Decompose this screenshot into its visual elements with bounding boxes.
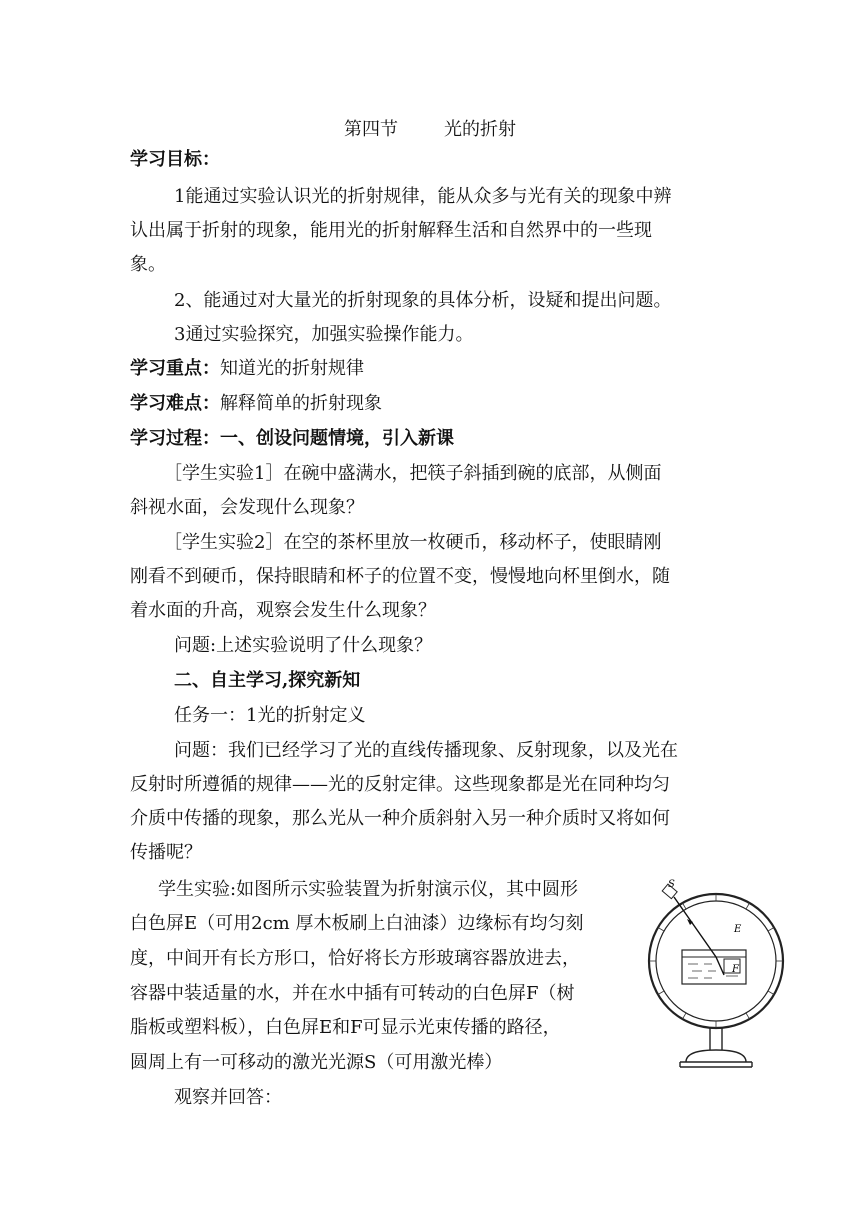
objective-line-1: 1能通过实验认识光的折射规律，能从众多与光有关的现象中辨 (174, 186, 672, 207)
objective-line-2: 认出属于折射的现象，能用光的折射解释生活和自然界中的一些现 (130, 220, 652, 241)
objective-line-5: 3通过实验探究，加强实验操作能力。 (174, 324, 474, 345)
objective-line-3: 象。 (130, 254, 166, 275)
label-e: E (734, 924, 742, 935)
label-s: S (668, 879, 675, 890)
label-f: F (732, 964, 739, 975)
question-2-line-1: 问题：我们已经学习了光的直线传播现象、反射现象，以及光在 (174, 740, 678, 761)
section-number: 第四节 (344, 119, 398, 140)
key-point-label: 学习重点： (130, 358, 220, 379)
process-text: 一、创设问题情境，引入新课 (220, 428, 454, 449)
student-exp-line-6: 圆周上有一可移动的激光光源S（可用激光棒） (130, 1052, 503, 1073)
difficulty (130, 391, 382, 417)
question-2-line-3: 介质中传播的现象，那么光从一种介质斜射入另一种介质时又将如何 (130, 808, 670, 829)
section-name: 光的折射 (444, 119, 516, 140)
refraction-demonstrator-figure (646, 878, 786, 1074)
student-exp-line-4: 容器中装适量的水，并在水中插有可转动的白色屏F（树 (130, 983, 575, 1004)
process (130, 426, 454, 452)
experiment-2-line-3: 着水面的升高，观察会发生什么现象？ (130, 600, 436, 621)
key-point (130, 356, 364, 382)
stand (680, 1028, 752, 1067)
objective-line-4: 2、能通过对大量光的折射现象的具体分析，设疑和提出问题。 (174, 290, 672, 311)
student-exp-line-3: 度，中间开有长方形口，恰好将长方形玻璃容器放进去， (130, 948, 580, 969)
experiment-1-line-1: ［学生实验1］在碗中盛满水，把筷子斜插到碗的底部，从侧面 (164, 463, 662, 484)
question-2-line-2: 反射时所遵循的规律——光的反射定律。这些现象都是光在同种均匀 (130, 774, 670, 795)
objectives-heading: 学习目标： (130, 149, 220, 170)
question-2-line-4: 传播呢？ (130, 842, 202, 863)
question-line: 问题:上述实验说明了什么现象？ (174, 635, 433, 656)
process-label: 学习过程： (130, 428, 220, 449)
difficulty-text: 解释简单的折射现象 (220, 393, 382, 414)
student-exp-line-1: 学生实验:如图所示实验装置为折射演示仪，其中圆形 (158, 879, 579, 900)
page-title (0, 117, 860, 143)
task-one: 任务一：1光的折射定义 (174, 705, 366, 726)
experiment-1-line-2: 斜视水面，会发现什么现象？ (130, 497, 364, 518)
experiment-2-line-2: 刚看不到硬币，保持眼睛和杯子的位置不变，慢慢地向杯里倒水，随 (130, 566, 670, 587)
student-exp-line-5: 脂板或塑料板），白色屏E和F可显示光束传播的路径， (130, 1017, 561, 1038)
section2-heading: 二、自主学习,探究新知 (174, 670, 361, 691)
key-point-text: 知道光的折射规律 (220, 358, 364, 379)
difficulty-label: 学习难点： (130, 393, 220, 414)
experiment-2-line-1: ［学生实验2］在空的茶杯里放一枚硬币，移动杯子，使眼睛刚 (164, 532, 662, 553)
observe-prompt: 观察并回答： (174, 1087, 282, 1108)
student-exp-line-2: 白色屏E（可用2cm 厚木板刷上白油漆）边缘标有均匀刻 (130, 913, 584, 934)
